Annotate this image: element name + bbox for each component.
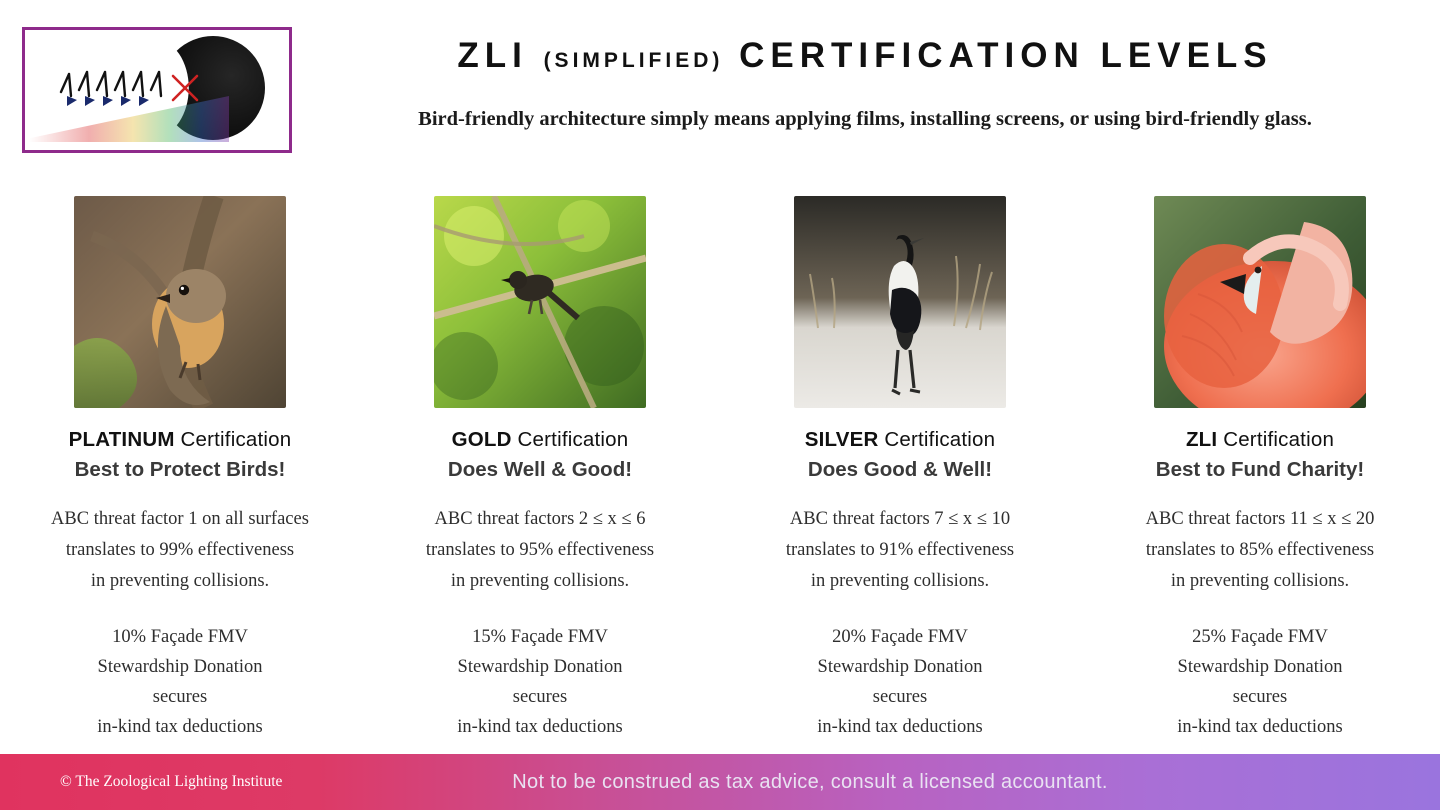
- footer: [0, 754, 1440, 810]
- donation-line: Stewardship Donation: [97, 657, 263, 678]
- donation-line: secures: [152, 687, 208, 708]
- donation-line: in-kind tax deductions: [457, 717, 623, 738]
- title-simplified: (SIMPLIFIED): [543, 49, 724, 72]
- donation-text: [1084, 623, 1436, 743]
- donation-line: in-kind tax deductions: [1177, 717, 1343, 738]
- certification-title: [1084, 428, 1436, 452]
- photo-flamingo-preening: [1154, 196, 1366, 408]
- donation-line: in-kind tax deductions: [817, 717, 983, 738]
- effectiveness-text: [1084, 504, 1436, 597]
- donation-line: in-kind tax deductions: [97, 717, 263, 738]
- photo-crane-in-snow: [794, 196, 1006, 408]
- certification-column-silver: [724, 196, 1076, 756]
- title-certification-levels: CERTIFICATION LEVELS: [739, 36, 1273, 75]
- effectiveness-line: translates to 95% effectiveness: [425, 540, 655, 561]
- header: [0, 0, 1440, 168]
- donation-line: secures: [872, 687, 928, 708]
- effectiveness-text: [364, 504, 716, 597]
- donation-line: Stewardship Donation: [457, 657, 623, 678]
- certification-level: PLATINUM: [68, 428, 175, 451]
- certification-title: [724, 428, 1076, 452]
- effectiveness-line: translates to 85% effectiveness: [1145, 540, 1375, 561]
- donation-line: 15% Façade FMV: [472, 627, 608, 648]
- photo-flycatcher-on-branch: [74, 196, 286, 408]
- certification-word: Certification: [180, 428, 292, 451]
- donation-line: secures: [512, 687, 568, 708]
- page-title: [310, 36, 1420, 76]
- page-subtitle: Bird-friendly architecture simply means applying films, installing screens, or using bird-friendly glass.: [418, 108, 1312, 130]
- effectiveness-line: ABC threat factor 1 on all surfaces: [51, 509, 309, 529]
- certification-title: [364, 428, 716, 452]
- certification-word: Certification: [517, 428, 629, 451]
- certification-tagline: Does Good & Well!: [807, 458, 993, 481]
- disclaimer-text: Not to be construed as tax advice, consult a licensed accountant.: [512, 770, 1108, 793]
- flying-birds-icon: [51, 66, 241, 124]
- certification-tagline: Best to Protect Birds!: [74, 458, 286, 481]
- certification-title: [4, 428, 356, 452]
- zli-logo: [22, 27, 292, 153]
- effectiveness-line: in preventing collisions.: [450, 571, 630, 592]
- certification-word: Certification: [1223, 428, 1335, 451]
- donation-line: secures: [1232, 687, 1288, 708]
- certification-tagline: Best to Fund Charity!: [1155, 458, 1365, 481]
- certification-level: ZLI: [1185, 428, 1218, 451]
- donation-line: 25% Façade FMV: [1192, 627, 1328, 648]
- certification-column-zli: [1084, 196, 1436, 756]
- effectiveness-line: in preventing collisions.: [1170, 571, 1350, 592]
- certification-columns: [0, 196, 1440, 756]
- photo-small-bird-on-twig: [434, 196, 646, 408]
- certification-tagline: Does Well & Good!: [447, 458, 633, 481]
- effectiveness-line: in preventing collisions.: [90, 571, 270, 592]
- certification-level: GOLD: [451, 428, 512, 451]
- donation-line: 10% Façade FMV: [112, 627, 248, 648]
- donation-text: [4, 623, 356, 743]
- title-zli: ZLI: [457, 36, 528, 75]
- effectiveness-line: ABC threat factors 2 ≤ x ≤ 6: [434, 509, 646, 529]
- certification-column-gold: [364, 196, 716, 756]
- donation-text: [364, 623, 716, 743]
- donation-line: 20% Façade FMV: [832, 627, 968, 648]
- effectiveness-line: ABC threat factors 7 ≤ x ≤ 10: [789, 509, 1011, 529]
- effectiveness-text: [724, 504, 1076, 597]
- certification-column-platinum: [4, 196, 356, 756]
- certification-word: Certification: [884, 428, 996, 451]
- donation-line: Stewardship Donation: [817, 657, 983, 678]
- effectiveness-line: in preventing collisions.: [810, 571, 990, 592]
- effectiveness-line: translates to 91% effectiveness: [785, 540, 1015, 561]
- effectiveness-text: [4, 504, 356, 597]
- effectiveness-line: translates to 99% effectiveness: [65, 540, 295, 561]
- donation-text: [724, 623, 1076, 743]
- copyright-text: © The Zoological Lighting Institute: [60, 773, 283, 790]
- certification-level: SILVER: [804, 428, 879, 451]
- donation-line: Stewardship Donation: [1177, 657, 1343, 678]
- effectiveness-line: ABC threat factors 11 ≤ x ≤ 20: [1145, 509, 1375, 529]
